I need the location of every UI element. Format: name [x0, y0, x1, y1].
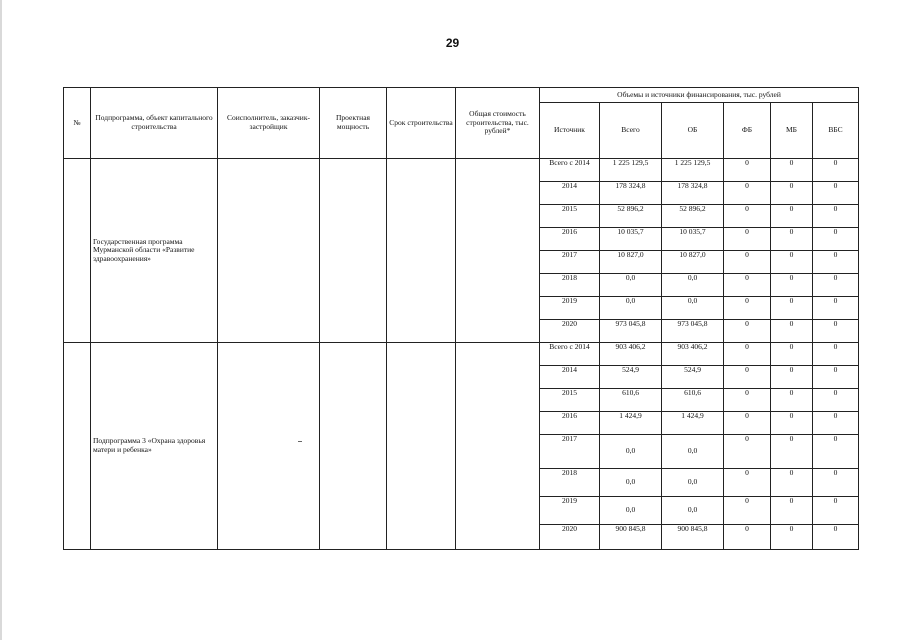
cell-vbs: 0 — [813, 343, 859, 366]
cell-source: 2016 — [540, 412, 600, 435]
cell-fb: 0 — [724, 251, 771, 274]
cell-mb: 0 — [771, 343, 813, 366]
cell-fb: 0 — [724, 228, 771, 251]
cell-total: 10 827,0 — [600, 251, 662, 274]
total-cost-cell — [456, 343, 540, 550]
executor-cell — [218, 343, 320, 550]
capacity-cell — [320, 343, 387, 550]
cell-fb: 0 — [724, 297, 771, 320]
term-cell — [387, 159, 456, 343]
cell-vbs: 0 — [813, 251, 859, 274]
cell-vbs: 0 — [813, 228, 859, 251]
cell-mb: 0 — [771, 366, 813, 389]
cell-source: Всего с 2014 — [540, 159, 600, 182]
cell-fb: 0 — [724, 343, 771, 366]
cell-source: 2020 — [540, 525, 600, 550]
cell-fb: 0 — [724, 182, 771, 205]
table-row — [64, 159, 859, 182]
section-num-cell — [64, 343, 91, 550]
cell-total: 10 035,7 — [600, 228, 662, 251]
header-total: Всего — [600, 103, 662, 159]
cell-total: 1 225 129,5 — [600, 159, 662, 182]
cell-fb: 0 — [724, 366, 771, 389]
cell-fb: 0 — [724, 435, 771, 469]
cell-source: 2014 — [540, 182, 600, 205]
cell-fb: 0 — [724, 525, 771, 550]
cell-vbs: 0 — [813, 366, 859, 389]
cell-vbs: 0 — [813, 159, 859, 182]
cell-source: 2017 — [540, 435, 600, 469]
cell-ob: 0,0 — [662, 469, 724, 497]
cell-fb: 0 — [724, 469, 771, 497]
cell-source: 2019 — [540, 297, 600, 320]
cell-fb: 0 — [724, 320, 771, 343]
cell-ob: 1 424,9 — [662, 412, 724, 435]
cell-vbs: 0 — [813, 205, 859, 228]
header-fb: ФБ — [724, 103, 771, 159]
executor-cell — [218, 159, 320, 343]
cell-source: 2015 — [540, 205, 600, 228]
cell-mb: 0 — [771, 525, 813, 550]
header-capacity: Проектная мощность — [320, 88, 387, 159]
header-ob: ОБ — [662, 103, 724, 159]
cell-vbs: 0 — [813, 469, 859, 497]
section-title: Государственная программа Мурманской области «Развитие здравоохранения» — [91, 159, 218, 343]
capacity-cell — [320, 159, 387, 343]
header-term: Срок строительства — [387, 88, 456, 159]
cell-mb: 0 — [771, 389, 813, 412]
cell-source: 2020 — [540, 320, 600, 343]
cell-fb: 0 — [724, 412, 771, 435]
term-cell — [387, 343, 456, 550]
cell-fb: 0 — [724, 274, 771, 297]
cell-total: 900 845,8 — [600, 525, 662, 550]
cell-mb: 0 — [771, 182, 813, 205]
header-funding-group: Объемы и источники финансирования, тыс. рублей — [540, 88, 859, 103]
cell-ob: 0,0 — [662, 297, 724, 320]
cell-total: 0,0 — [600, 435, 662, 469]
cell-ob: 973 045,8 — [662, 320, 724, 343]
cell-mb: 0 — [771, 205, 813, 228]
cell-mb: 0 — [771, 469, 813, 497]
cell-total: 610,6 — [600, 389, 662, 412]
cell-ob: 10 827,0 — [662, 251, 724, 274]
cell-vbs: 0 — [813, 497, 859, 525]
cell-source: 2014 — [540, 366, 600, 389]
cell-source: Всего с 2014 — [540, 343, 600, 366]
cell-fb: 0 — [724, 389, 771, 412]
cell-mb: 0 — [771, 435, 813, 469]
cell-vbs: 0 — [813, 525, 859, 550]
cell-ob: 903 406,2 — [662, 343, 724, 366]
header-executor: Соисполнитель, заказчик-застройщик — [218, 88, 320, 159]
cell-ob: 0,0 — [662, 497, 724, 525]
cell-total: 0,0 — [600, 297, 662, 320]
cell-source: 2019 — [540, 497, 600, 525]
page-edge — [0, 0, 2, 640]
cell-ob: 900 845,8 — [662, 525, 724, 550]
cell-mb: 0 — [771, 159, 813, 182]
cell-vbs: 0 — [813, 435, 859, 469]
cell-mb: 0 — [771, 297, 813, 320]
cell-vbs: 0 — [813, 182, 859, 205]
cell-total: 0,0 — [600, 497, 662, 525]
section-num-cell — [64, 159, 91, 343]
cell-ob: 52 896,2 — [662, 205, 724, 228]
cell-vbs: 0 — [813, 320, 859, 343]
cell-ob: 0,0 — [662, 435, 724, 469]
cell-source: 2018 — [540, 469, 600, 497]
cell-mb: 0 — [771, 497, 813, 525]
cell-ob: 10 035,7 — [662, 228, 724, 251]
header-vbs: ВБС — [813, 103, 859, 159]
cell-ob: 1 225 129,5 — [662, 159, 724, 182]
header-mb: МБ — [771, 103, 813, 159]
cell-total: 1 424,9 — [600, 412, 662, 435]
cell-ob: 524,9 — [662, 366, 724, 389]
cell-total: 903 406,2 — [600, 343, 662, 366]
table-row — [64, 343, 859, 366]
header-subprogram: Подпрограмма, объект капитального строительства — [91, 88, 218, 159]
cell-mb: 0 — [771, 274, 813, 297]
cell-source: 2018 — [540, 274, 600, 297]
cell-mb: 0 — [771, 228, 813, 251]
cell-vbs: 0 — [813, 412, 859, 435]
cell-ob: 610,6 — [662, 389, 724, 412]
cell-mb: 0 — [771, 320, 813, 343]
cell-total: 973 045,8 — [600, 320, 662, 343]
header-source: Источник — [540, 103, 600, 159]
cell-vbs: 0 — [813, 389, 859, 412]
cell-source: 2015 — [540, 389, 600, 412]
cell-fb: 0 — [724, 497, 771, 525]
total-cost-cell — [456, 159, 540, 343]
header-num: № — [64, 88, 91, 159]
cell-fb: 0 — [724, 205, 771, 228]
cell-mb: 0 — [771, 251, 813, 274]
cell-mb: 0 — [771, 412, 813, 435]
cell-source: 2016 — [540, 228, 600, 251]
cell-total: 0,0 — [600, 469, 662, 497]
cell-ob: 0,0 — [662, 274, 724, 297]
cell-ob: 178 324,8 — [662, 182, 724, 205]
cell-total: 52 896,2 — [600, 205, 662, 228]
cell-total: 524,9 — [600, 366, 662, 389]
cell-vbs: 0 — [813, 274, 859, 297]
section-title: Подпрограмма 3 «Охрана здоровья матери и ребенка» — [91, 343, 218, 550]
header-total-cost: Общая стоимость строительства, тыс. рублей* — [456, 88, 540, 159]
cell-fb: 0 — [724, 159, 771, 182]
cell-source: 2017 — [540, 251, 600, 274]
funding-table — [63, 87, 859, 550]
cell-total: 178 324,8 — [600, 182, 662, 205]
cell-total: 0,0 — [600, 274, 662, 297]
cell-vbs: 0 — [813, 297, 859, 320]
page-number: 29 — [445, 36, 460, 50]
scan-mark — [298, 441, 302, 442]
